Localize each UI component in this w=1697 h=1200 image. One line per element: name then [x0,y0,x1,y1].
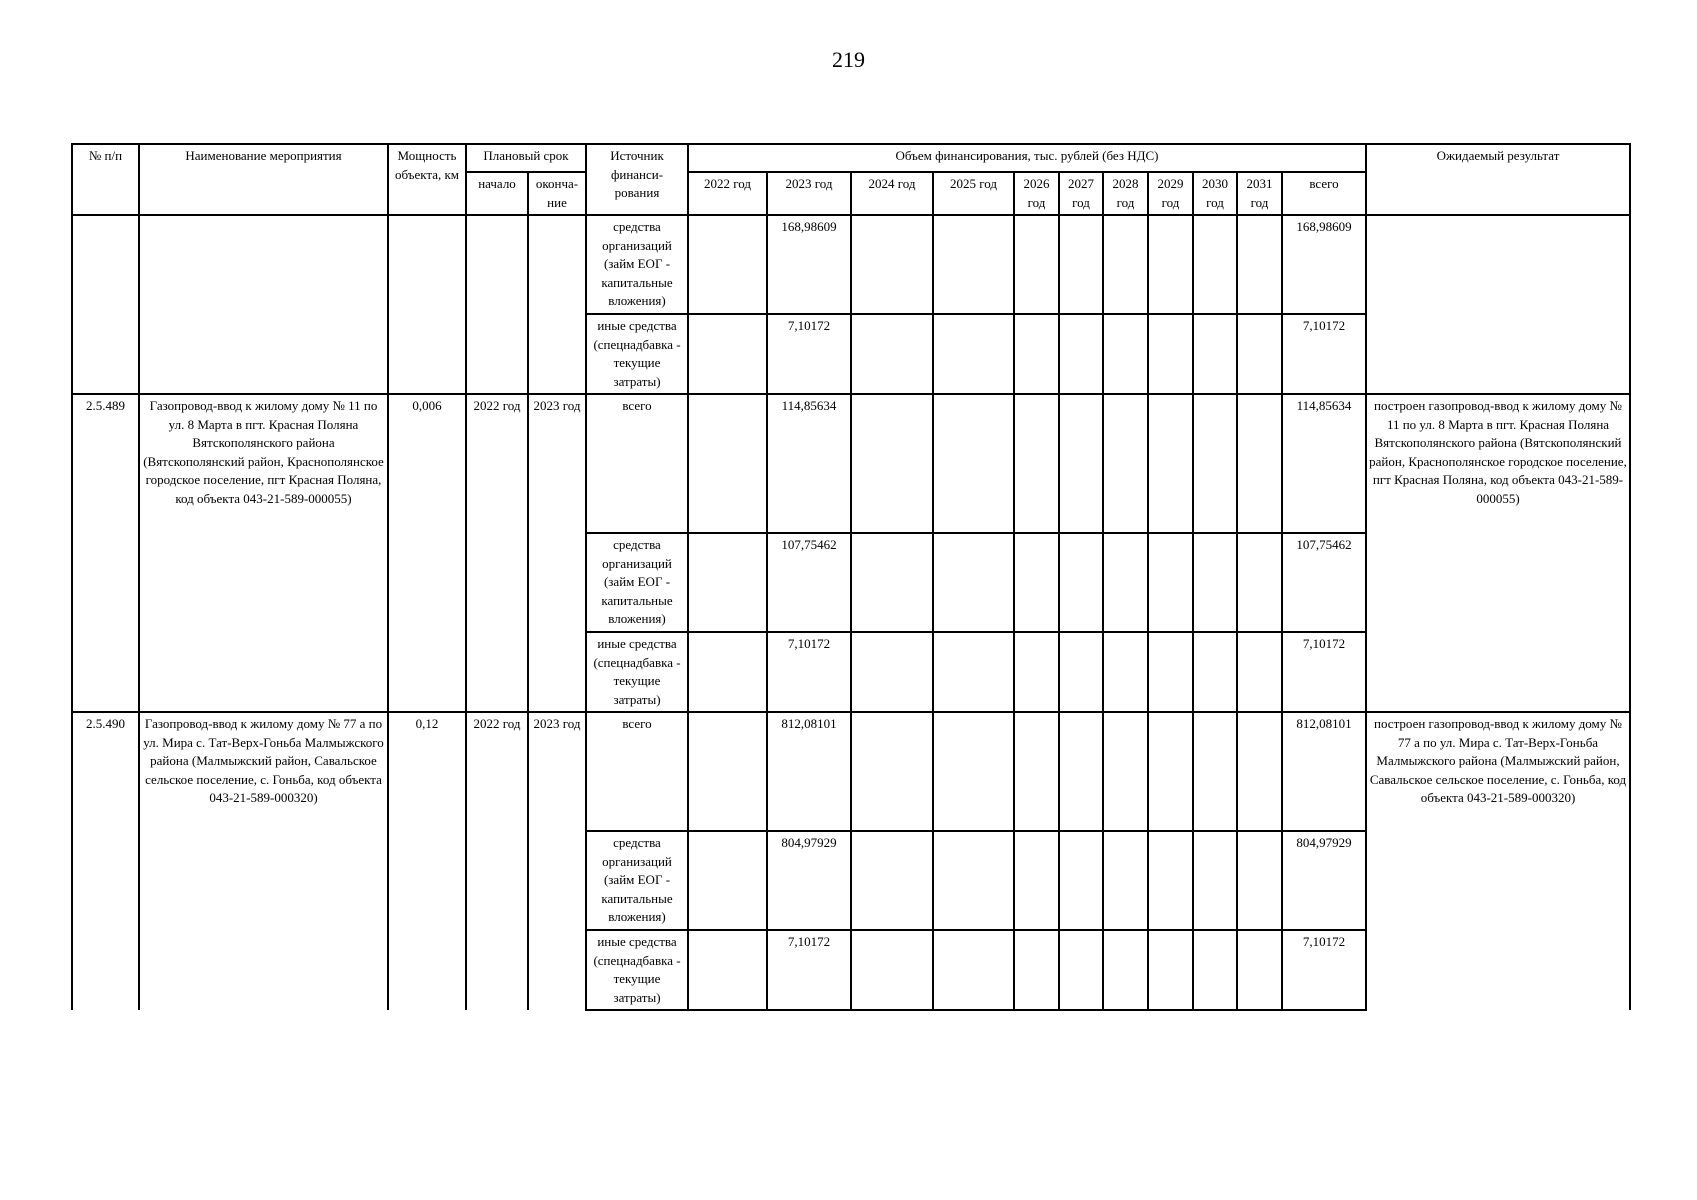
cell-total: 7,10172 [1282,930,1366,1010]
cell-capacity [388,215,466,394]
page-number: 219 [832,47,865,72]
header-name: Наименование мероприятия [139,144,388,215]
cell-2023: 804,97929 [767,831,851,930]
cell-2023: 7,10172 [767,930,851,1010]
header-year-2027: 2027 год [1059,172,1103,215]
cell-total: 7,10172 [1282,632,1366,712]
cell-source: всего [586,394,688,533]
table-row [72,712,1630,831]
header-year-2025: 2025 год [933,172,1014,215]
cell-2023: 107,75462 [767,533,851,632]
cell-num: 2.5.489 [72,394,139,712]
header-year-2030: 2030 год [1193,172,1237,215]
header-year-2029: 2029 год [1148,172,1193,215]
cell-2023: 7,10172 [767,314,851,394]
cell-source: средства организаций (займ ЕОГ - капитальные вложения) [586,533,688,632]
cell-total: 107,75462 [1282,533,1366,632]
header-num: № п/п [72,144,139,215]
header-period-end: оконча-ние [528,172,586,215]
header-period: Плановый срок [466,144,586,172]
cell-source: средства организаций (займ ЕОГ - капитальные вложения) [586,215,688,314]
cell-total: 168,98609 [1282,215,1366,314]
header-year-2026: 2026 год [1014,172,1059,215]
cell-end: 2023 год [528,712,586,1010]
table-row [72,394,1630,533]
cell-capacity: 0,12 [388,712,466,1010]
cell-total: 812,08101 [1282,712,1366,831]
cell-name: Газопровод-ввод к жилому дому № 11 по ул. 8 Марта в пгт. Красная Поляна Вятскополянского района (Вятскополянский район, Краснополянское городское поселение, пгт Красная Поляна, код объекта 043-21-589-000055) [139,394,388,712]
header-total: всего [1282,172,1366,215]
cell-start [466,215,528,394]
header-year-2028: 2028 год [1103,172,1148,215]
cell-end [528,215,586,394]
cell-total: 804,97929 [1282,831,1366,930]
header-result: Ожидаемый результат [1366,144,1630,215]
cell-source: иные средства (спецнадбавка - текущие затраты) [586,632,688,712]
cell-name: Газопровод-ввод к жилому дому № 77 а по ул. Мира с. Тат-Верх-Гоньба Малмыжского района (Малмыжский район, Савальское сельское поселение, с. Гоньба, код объекта 043-21-589-000320) [139,712,388,1010]
cell-result [1366,215,1630,394]
cell-source: средства организаций (займ ЕОГ - капитальные вложения) [586,831,688,930]
cell-source: всего [586,712,688,831]
cell-result: построен газопровод-ввод к жилому дому № 11 по ул. 8 Марта в пгт. Красная Поляна Вятскополянского района (Вятскополянский район, Краснополянское городское поселение, пгт Красная Поляна, код объекта 043-21-589-000055) [1366,394,1630,712]
header-capacity: Мощность объекта, км [388,144,466,215]
header-year-2031: 2031 год [1237,172,1282,215]
cell-2023: 7,10172 [767,632,851,712]
header-year-2022: 2022 год [688,172,767,215]
funding-plan-table [71,143,1631,1011]
header-year-2023: 2023 год [767,172,851,215]
cell-capacity: 0,006 [388,394,466,712]
header-year-2024: 2024 год [851,172,933,215]
cell-2023: 114,85634 [767,394,851,533]
header-period-start: начало [466,172,528,215]
header-funding: Объем финансирования, тыс. рублей (без НДС) [688,144,1366,172]
cell-2023: 812,08101 [767,712,851,831]
cell-source: иные средства (спецнадбавка - текущие затраты) [586,930,688,1010]
cell-2023: 168,98609 [767,215,851,314]
cell-start: 2022 год [466,394,528,712]
cell-num: 2.5.490 [72,712,139,1010]
header-source: Источник финанси-рования [586,144,688,215]
cell-name [139,215,388,394]
cell-num [72,215,139,394]
cell-source: иные средства (спецнадбавка - текущие затраты) [586,314,688,394]
cell-end: 2023 год [528,394,586,712]
table-row [72,215,1630,314]
cell-start: 2022 год [466,712,528,1010]
cell-total: 7,10172 [1282,314,1366,394]
cell-result: построен газопровод-ввод к жилому дому № 77 а по ул. Мира с. Тат-Верх-Гоньба Малмыжского района (Малмыжский район, Савальское сельское поселение, с. Гоньба, код объекта 043-21-589-000320) [1366,712,1630,1010]
cell-total: 114,85634 [1282,394,1366,533]
